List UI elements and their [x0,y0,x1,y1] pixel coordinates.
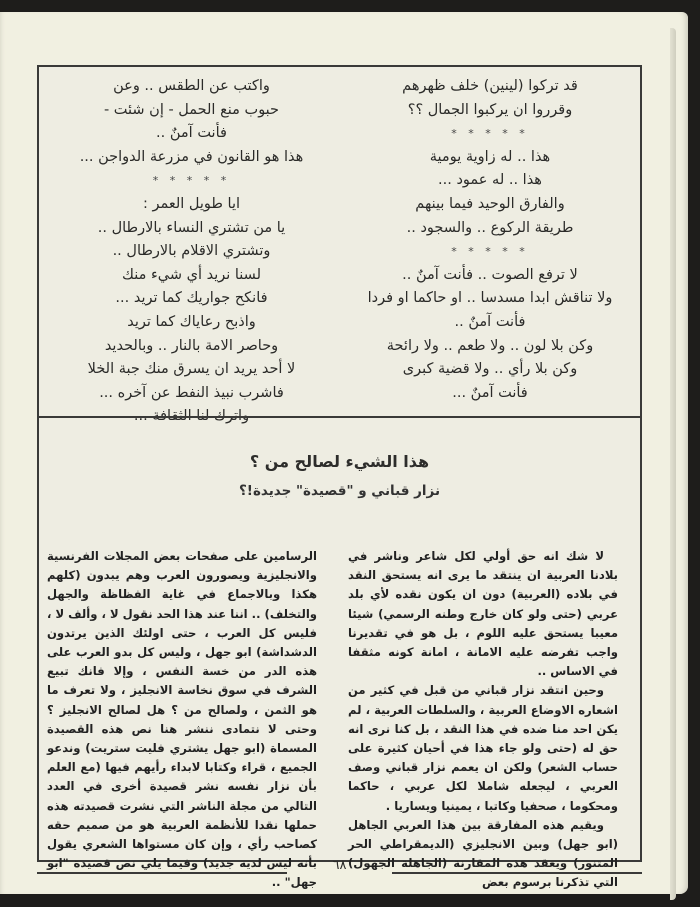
section-divider [39,416,640,418]
poem-line: ولا تناقش ابدا مسدسا .. او حاكما او فردا [367,290,613,307]
poem-line: لسنا نريد أي شيء منك [121,266,262,283]
star-separator: * * * * * [152,174,231,188]
poem-line: فاشرب نبيذ النفط عن آخره ... [99,384,284,401]
poem-line: هذا .. له زاوية يومية [429,148,551,165]
poem-line: فأنت آمنٌ ... [452,384,528,401]
poem-line: لا أحد يريد ان يسرق منك جبة الخلا [87,361,296,378]
poem-line: لا ترفع الصوت .. فأنت آمنٌ .. [402,266,578,283]
poem-left-column [39,75,344,429]
article-paragraph: ويقيم هذه المفارقة بين هذا العربي الجاهل (ابو جهل) وبين الانجليزي (الديمقراطي الحر المتنور) ويعقد هذه المقارنة (الجاهلة الجهول) التي تذكرنا برسوم بعض [348,817,618,890]
poem-line: واكتب عن الطقس .. وعن [113,78,270,94]
article-paragraph: الرسامين على صفحات بعض المجلات الفرنسية والانجليزية ويصورون العرب وهم يبدون (كلهم هكذا وبالاجماع في غاية الفظاظة والجهل والتخلف) .. اننا عند هذا الحد نقول لا ، وألف لا ، فليس كل العرب ، حتى اولئك الذين يرتدون الدشداشة) ابو جهل ، وليس كل بدو العرب على هذه الدر من خسة النفس ، وإلا فانك تبيع الشرف في سوق نخاسة الانجليز ، ولا تعرف ما هو الثمن ، ولصالح من ؟ هل لصالح الانجليز ؟ وحتى لا نتمادى ننشر هنا نص هذه القصيدة المسماة (ابو جهل يشتري فليت ستريت) وندعو الجميع ، قراء وكتابا لابداء رأيهم فيها (مع العلم بأن نزار نفسه نشر قصيدة أخرى في العدد التالي من مجلة الناشر التي نشرت قصيدته هذه حملها نقدا للأنظمة العربية هو من صميم حقه كصاحب رأي ، وإن كان مستواها الشعري يقول بأنه ليس لديه جديد) وفيما يلي نص قصيدة "ابو جهل" .. [47,549,317,890]
poem-line: هذا .. له عمود ... [438,172,542,189]
poem-line: وقرروا ان يركبوا الجمال ؟؟ [407,101,573,118]
poem-line: واترك لنا الثقافة ... [133,408,250,425]
poem-line: وحاصر الامة بالنار .. وبالحديد [104,337,279,354]
poem-line: قد تركوا (لينين) خلف ظهرهم [402,78,578,94]
article-paragraph: لا شك انه حق أولي لكل شاعر وناشر في بلادنا العربية ان ينتقد ما يرى انه يستحق النقد في بلاده (العربية) دون ان يكون نقده لأي بلد عربي (حتى ولو كان خارج وطنه الرسمي) شيئا معيبا يستحق عليه اللوم ، بل هو في تقديرنا واجب تفرضه عليه الامانة ، امانة كونه مثقفا في الاساس .. [348,549,618,679]
article-paragraph: وحين انتقد نزار قباني من قبل في كثير من اشعاره الاوضاع العربية ، والسلطات العربية ، لم يكن احد منا ضده في هذا النقد ، بل كنا نرى انه حق له (حتى ولو جاء هذا في أحيان كثيرة على حساب الشعر) ولكن ان يعمم نزار قباني وصف العربي ، ليجعله شاملا لكل عربي ، حاكما ومحكوما ، صحفيا وكاتبا ، يمينيا ويساريا . [348,683,618,813]
poem-line: وكن بلا لون .. ولا طعم .. ولا رائحة [386,337,594,354]
poem-right-column [340,75,640,405]
article-right-column [348,547,618,893]
page-number: ٦٨ [332,858,347,873]
star-separator: * * * * * [451,127,529,141]
poem-line: يا من تشتري النساء بالارطال .. [97,219,286,236]
poem-line: وكن بلا رأي .. ولا قضية كبرى [402,361,578,378]
star-separator: * * * * * [451,245,529,259]
poem-line: فأنت آمنٌ .. [454,313,526,330]
footer-rule-right [392,872,642,874]
poem-line: وتشتري الاقلام بالارطال .. [112,243,271,260]
poem-line: فانكح جواريك كما تريد ... [115,290,268,307]
article-title: هذا الشيء لصالح من ؟ [249,452,430,471]
poem-line: فأنت آمنٌ .. [156,125,227,142]
poem-line: ايا طويل العمر : [142,195,241,212]
article-left-column [47,547,317,893]
poem-line: واذبح رعاياك كما تريد [127,313,256,330]
page-footer [37,858,642,882]
poem-line: والفارق الوحيد فيما بينهم [415,195,565,212]
magazine-page [0,12,688,894]
poem-line: هذا هو القانون في مزرعة الدواجن ... [79,148,304,165]
poem-line: حبوب منع الحمل - إن شئت - [103,101,280,118]
page-edge [670,28,676,900]
poem-line: طريقة الركوع .. والسجود .. [406,219,574,236]
article-subtitle: نزار قباني و "قصيدة" جديدة!؟ [238,483,441,499]
